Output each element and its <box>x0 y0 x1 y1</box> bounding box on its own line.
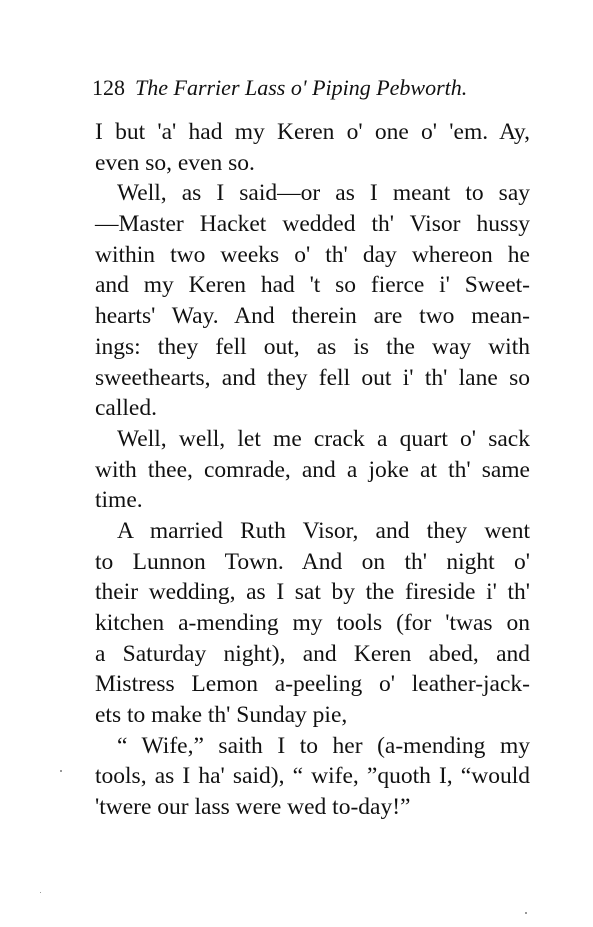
text-line: hearts' Way. And therein are two mean- <box>95 303 530 330</box>
text-line: I but 'a' had my Keren o' one o' 'em. Ay, <box>95 119 530 145</box>
text-line: with thee, comrade, and a joke at th' same <box>95 456 530 483</box>
paragraph <box>95 731 530 823</box>
text-line: “ Wife,” saith I to her (a-mending my <box>117 732 530 759</box>
text-line: within two weeks o' th' day whereon he <box>95 241 530 268</box>
paragraph <box>95 516 530 731</box>
text-line: a Saturday night), and Keren abed, and <box>95 640 530 667</box>
text-line: Mistress Lemon a-peeling o' leather-jack- <box>95 671 530 698</box>
body-text <box>95 117 530 823</box>
text-line: even so, even so. <box>95 149 255 176</box>
paper-speck <box>40 892 41 893</box>
text-line: to Lunnon Town. And on th' night o' <box>95 548 530 575</box>
text-line: and my Keren had 't so fierce i' Sweet- <box>95 272 530 299</box>
text-line: called. <box>95 395 157 422</box>
text-line: —Master Hacket wedded th' Visor hussy <box>95 211 530 238</box>
text-line: Well, as I said—or as I meant to say <box>117 180 530 207</box>
paragraph <box>95 178 530 424</box>
running-title: The Farrier Lass o' Piping Pebworth. <box>135 75 468 100</box>
paragraph <box>95 117 530 178</box>
text-line: Well, well, let me crack a quart o' sack <box>117 425 530 452</box>
paragraph <box>95 424 530 516</box>
text-line: ings: they fell out, as is the way with <box>95 333 530 360</box>
text-line: kitchen a-mending my tools (for 'twas on <box>95 610 530 636</box>
text-line: 'twere our lass were wed to-day!” <box>95 794 411 821</box>
text-line: A married Ruth Visor, and they went <box>117 517 530 544</box>
text-line: their wedding, as I sat by the fireside i' th' <box>95 579 530 606</box>
running-head <box>92 73 532 103</box>
text-line: ets to make th' Sunday pie, <box>95 702 348 729</box>
text-line: sweethearts, and they fell out i' th' lane so <box>95 364 530 391</box>
page-number: 128 <box>92 75 125 100</box>
text-line: tools, as I ha' said), “ wife, ”quoth I, “would <box>95 763 530 790</box>
paper-speck <box>525 912 527 914</box>
paper-speck <box>60 770 62 772</box>
text-line: time. <box>95 487 143 514</box>
